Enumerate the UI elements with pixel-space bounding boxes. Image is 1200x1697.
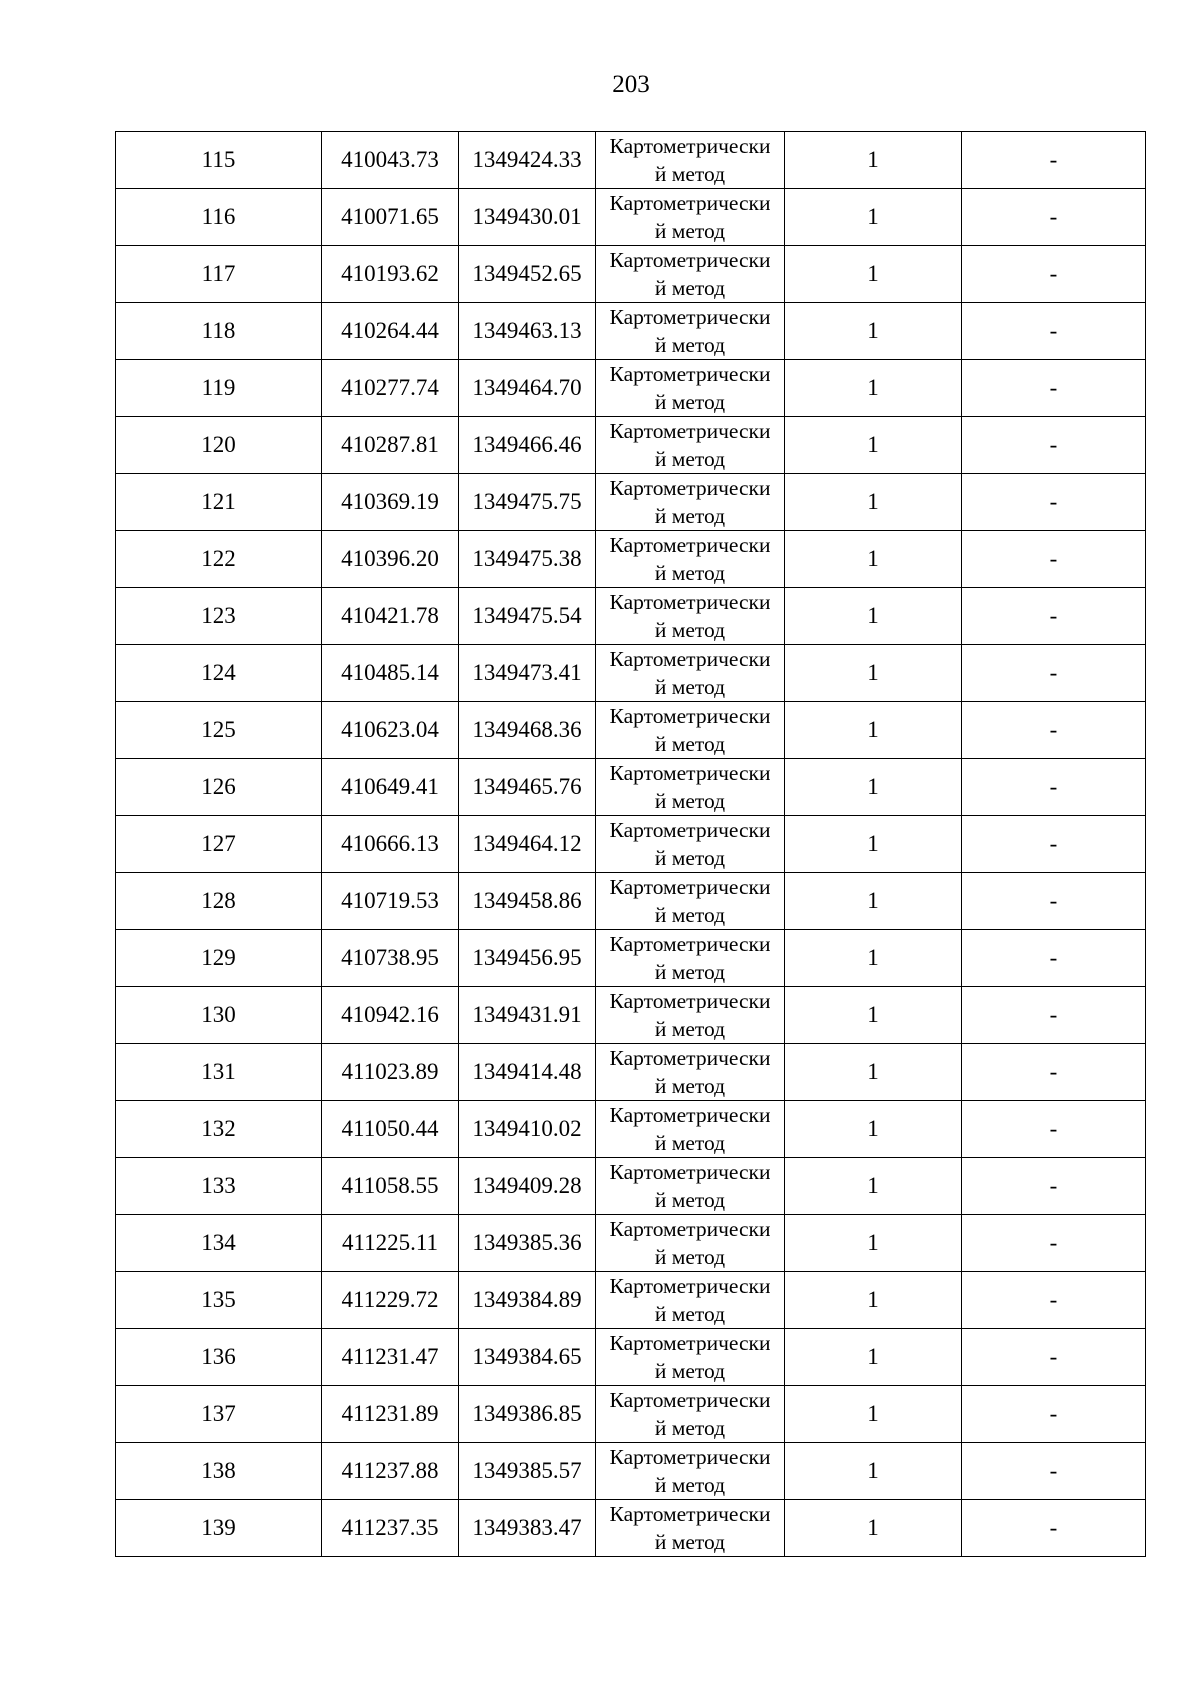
point-number-cell: 124 <box>116 645 322 702</box>
y-coordinate-cell: 1349475.38 <box>459 531 596 588</box>
table-row <box>116 417 1146 474</box>
note-cell: - <box>962 417 1146 474</box>
y-coordinate-cell: 1349410.02 <box>459 1101 596 1158</box>
note-cell: - <box>962 588 1146 645</box>
y-coordinate-cell: 1349385.57 <box>459 1443 596 1500</box>
method-cell: Картометрически й метод <box>596 1329 785 1386</box>
method-cell: Картометрически й метод <box>596 702 785 759</box>
x-coordinate-cell: 410396.20 <box>322 531 459 588</box>
point-number-cell: 118 <box>116 303 322 360</box>
accuracy-cell: 1 <box>785 930 962 987</box>
method-cell: Картометрически й метод <box>596 1386 785 1443</box>
x-coordinate-cell: 411237.88 <box>322 1443 459 1500</box>
method-cell: Картометрически й метод <box>596 1044 785 1101</box>
point-number-cell: 137 <box>116 1386 322 1443</box>
y-coordinate-cell: 1349383.47 <box>459 1500 596 1557</box>
x-coordinate-cell: 411231.47 <box>322 1329 459 1386</box>
y-coordinate-cell: 1349466.46 <box>459 417 596 474</box>
y-coordinate-cell: 1349456.95 <box>459 930 596 987</box>
point-number-cell: 127 <box>116 816 322 873</box>
accuracy-cell: 1 <box>785 987 962 1044</box>
y-coordinate-cell: 1349468.36 <box>459 702 596 759</box>
accuracy-cell: 1 <box>785 645 962 702</box>
table-row <box>116 1215 1146 1272</box>
x-coordinate-cell: 410942.16 <box>322 987 459 1044</box>
note-cell: - <box>962 1272 1146 1329</box>
accuracy-cell: 1 <box>785 588 962 645</box>
note-cell: - <box>962 1101 1146 1158</box>
table-row <box>116 645 1146 702</box>
point-number-cell: 134 <box>116 1215 322 1272</box>
x-coordinate-cell: 411058.55 <box>322 1158 459 1215</box>
y-coordinate-cell: 1349384.65 <box>459 1329 596 1386</box>
method-cell: Картометрически й метод <box>596 474 785 531</box>
note-cell: - <box>962 1386 1146 1443</box>
note-cell: - <box>962 1044 1146 1101</box>
accuracy-cell: 1 <box>785 1329 962 1386</box>
note-cell: - <box>962 1329 1146 1386</box>
point-number-cell: 136 <box>116 1329 322 1386</box>
table-row <box>116 702 1146 759</box>
x-coordinate-cell: 411229.72 <box>322 1272 459 1329</box>
table-row <box>116 873 1146 930</box>
method-cell: Картометрически й метод <box>596 1158 785 1215</box>
accuracy-cell: 1 <box>785 1044 962 1101</box>
method-cell: Картометрически й метод <box>596 930 785 987</box>
y-coordinate-cell: 1349409.28 <box>459 1158 596 1215</box>
note-cell: - <box>962 1500 1146 1557</box>
y-coordinate-cell: 1349424.33 <box>459 132 596 189</box>
table-row <box>116 759 1146 816</box>
y-coordinate-cell: 1349475.75 <box>459 474 596 531</box>
table-row <box>116 1500 1146 1557</box>
method-cell: Картометрически й метод <box>596 1101 785 1158</box>
method-cell: Картометрически й метод <box>596 1272 785 1329</box>
accuracy-cell: 1 <box>785 303 962 360</box>
accuracy-cell: 1 <box>785 1386 962 1443</box>
method-cell: Картометрически й метод <box>596 588 785 645</box>
point-number-cell: 129 <box>116 930 322 987</box>
x-coordinate-cell: 410287.81 <box>322 417 459 474</box>
y-coordinate-cell: 1349464.70 <box>459 360 596 417</box>
y-coordinate-cell: 1349463.13 <box>459 303 596 360</box>
method-cell: Картометрически й метод <box>596 189 785 246</box>
accuracy-cell: 1 <box>785 873 962 930</box>
accuracy-cell: 1 <box>785 1215 962 1272</box>
accuracy-cell: 1 <box>785 474 962 531</box>
table-row <box>116 816 1146 873</box>
note-cell: - <box>962 246 1146 303</box>
point-number-cell: 115 <box>116 132 322 189</box>
note-cell: - <box>962 531 1146 588</box>
point-number-cell: 121 <box>116 474 322 531</box>
x-coordinate-cell: 411231.89 <box>322 1386 459 1443</box>
point-number-cell: 138 <box>116 1443 322 1500</box>
method-cell: Картометрически й метод <box>596 417 785 474</box>
point-number-cell: 139 <box>116 1500 322 1557</box>
note-cell: - <box>962 189 1146 246</box>
point-number-cell: 135 <box>116 1272 322 1329</box>
table-row <box>116 1329 1146 1386</box>
x-coordinate-cell: 410071.65 <box>322 189 459 246</box>
note-cell: - <box>962 645 1146 702</box>
method-cell: Картометрически й метод <box>596 246 785 303</box>
accuracy-cell: 1 <box>785 1101 962 1158</box>
table-row <box>116 474 1146 531</box>
point-number-cell: 116 <box>116 189 322 246</box>
y-coordinate-cell: 1349452.65 <box>459 246 596 303</box>
table-row <box>116 303 1146 360</box>
accuracy-cell: 1 <box>785 702 962 759</box>
method-cell: Картометрически й метод <box>596 132 785 189</box>
point-number-cell: 131 <box>116 1044 322 1101</box>
method-cell: Картометрически й метод <box>596 759 785 816</box>
table-row <box>116 1272 1146 1329</box>
table-row <box>116 987 1146 1044</box>
accuracy-cell: 1 <box>785 360 962 417</box>
note-cell: - <box>962 1443 1146 1500</box>
table-row <box>116 531 1146 588</box>
point-number-cell: 132 <box>116 1101 322 1158</box>
x-coordinate-cell: 411023.89 <box>322 1044 459 1101</box>
note-cell: - <box>962 759 1146 816</box>
note-cell: - <box>962 816 1146 873</box>
accuracy-cell: 1 <box>785 1500 962 1557</box>
note-cell: - <box>962 1158 1146 1215</box>
point-number-cell: 128 <box>116 873 322 930</box>
point-number-cell: 125 <box>116 702 322 759</box>
x-coordinate-cell: 411225.11 <box>322 1215 459 1272</box>
method-cell: Картометрически й метод <box>596 1443 785 1500</box>
y-coordinate-cell: 1349464.12 <box>459 816 596 873</box>
note-cell: - <box>962 360 1146 417</box>
note-cell: - <box>962 702 1146 759</box>
method-cell: Картометрически й метод <box>596 1500 785 1557</box>
method-cell: Картометрически й метод <box>596 1215 785 1272</box>
y-coordinate-cell: 1349465.76 <box>459 759 596 816</box>
method-cell: Картометрически й метод <box>596 303 785 360</box>
point-number-cell: 126 <box>116 759 322 816</box>
table-row <box>116 189 1146 246</box>
y-coordinate-cell: 1349458.86 <box>459 873 596 930</box>
accuracy-cell: 1 <box>785 189 962 246</box>
x-coordinate-cell: 410623.04 <box>322 702 459 759</box>
x-coordinate-cell: 410666.13 <box>322 816 459 873</box>
table-row <box>116 1386 1146 1443</box>
y-coordinate-cell: 1349430.01 <box>459 189 596 246</box>
method-cell: Картометрически й метод <box>596 987 785 1044</box>
table-body <box>116 132 1146 1557</box>
note-cell: - <box>962 987 1146 1044</box>
accuracy-cell: 1 <box>785 531 962 588</box>
x-coordinate-cell: 410421.78 <box>322 588 459 645</box>
x-coordinate-cell: 410738.95 <box>322 930 459 987</box>
note-cell: - <box>962 873 1146 930</box>
note-cell: - <box>962 930 1146 987</box>
y-coordinate-cell: 1349414.48 <box>459 1044 596 1101</box>
y-coordinate-cell: 1349385.36 <box>459 1215 596 1272</box>
table-row <box>116 1101 1146 1158</box>
x-coordinate-cell: 410277.74 <box>322 360 459 417</box>
point-number-cell: 117 <box>116 246 322 303</box>
x-coordinate-cell: 410485.14 <box>322 645 459 702</box>
accuracy-cell: 1 <box>785 246 962 303</box>
table-row <box>116 930 1146 987</box>
note-cell: - <box>962 132 1146 189</box>
method-cell: Картометрически й метод <box>596 816 785 873</box>
y-coordinate-cell: 1349473.41 <box>459 645 596 702</box>
point-number-cell: 120 <box>116 417 322 474</box>
table-row <box>116 588 1146 645</box>
table-row <box>116 1044 1146 1101</box>
method-cell: Картометрически й метод <box>596 360 785 417</box>
table-row <box>116 360 1146 417</box>
note-cell: - <box>962 303 1146 360</box>
accuracy-cell: 1 <box>785 1443 962 1500</box>
method-cell: Картометрически й метод <box>596 531 785 588</box>
y-coordinate-cell: 1349431.91 <box>459 987 596 1044</box>
point-number-cell: 133 <box>116 1158 322 1215</box>
x-coordinate-cell: 410369.19 <box>322 474 459 531</box>
method-cell: Картометрически й метод <box>596 645 785 702</box>
accuracy-cell: 1 <box>785 1272 962 1329</box>
table-row <box>116 132 1146 189</box>
y-coordinate-cell: 1349475.54 <box>459 588 596 645</box>
x-coordinate-cell: 410719.53 <box>322 873 459 930</box>
point-number-cell: 119 <box>116 360 322 417</box>
y-coordinate-cell: 1349386.85 <box>459 1386 596 1443</box>
y-coordinate-cell: 1349384.89 <box>459 1272 596 1329</box>
x-coordinate-cell: 410264.44 <box>322 303 459 360</box>
accuracy-cell: 1 <box>785 816 962 873</box>
table-row <box>116 1443 1146 1500</box>
accuracy-cell: 1 <box>785 132 962 189</box>
note-cell: - <box>962 474 1146 531</box>
accuracy-cell: 1 <box>785 417 962 474</box>
accuracy-cell: 1 <box>785 759 962 816</box>
x-coordinate-cell: 411237.35 <box>322 1500 459 1557</box>
accuracy-cell: 1 <box>785 1158 962 1215</box>
page-number: 203 <box>612 71 650 98</box>
note-cell: - <box>962 1215 1146 1272</box>
x-coordinate-cell: 411050.44 <box>322 1101 459 1158</box>
method-cell: Картометрически й метод <box>596 873 785 930</box>
table-row <box>116 1158 1146 1215</box>
table-row <box>116 246 1146 303</box>
point-number-cell: 122 <box>116 531 322 588</box>
point-number-cell: 130 <box>116 987 322 1044</box>
x-coordinate-cell: 410193.62 <box>322 246 459 303</box>
x-coordinate-cell: 410043.73 <box>322 132 459 189</box>
point-number-cell: 123 <box>116 588 322 645</box>
coordinates-table <box>115 131 1146 1557</box>
x-coordinate-cell: 410649.41 <box>322 759 459 816</box>
